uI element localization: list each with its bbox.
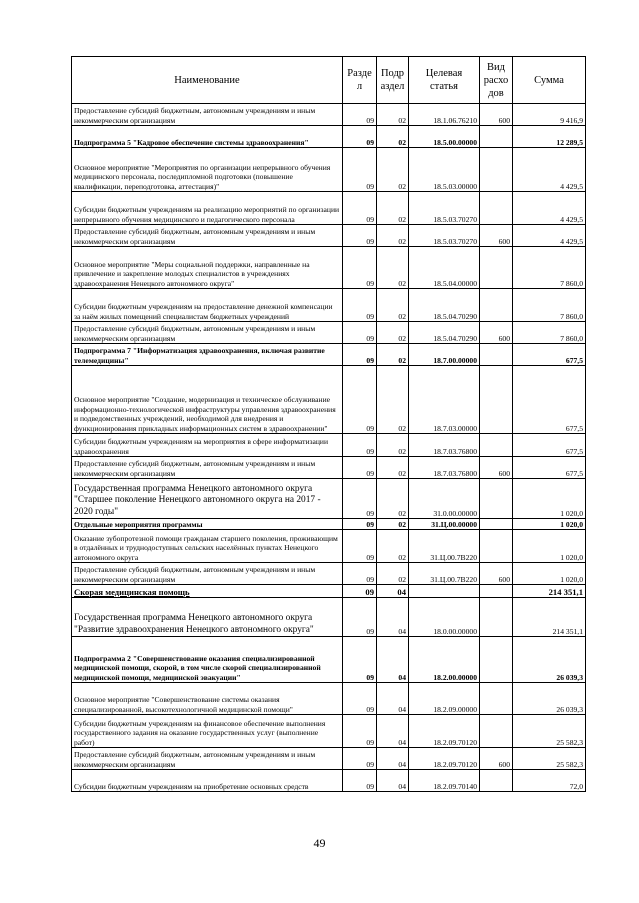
row-subsection: 02 <box>377 126 409 148</box>
row-name: Предоставление субсидий бюджетным, автономным учреждениям и иным некоммерческим организациям <box>72 563 343 585</box>
row-amount: 12 289,5 <box>513 126 586 148</box>
row-amount: 4 429,5 <box>513 148 586 192</box>
row-type: 600 <box>480 457 513 479</box>
budget-table <box>71 56 586 792</box>
table-row <box>72 322 586 344</box>
row-target: 18.7.03.00000 <box>409 366 480 434</box>
row-section: 09 <box>343 148 377 192</box>
row-section: 09 <box>343 770 377 792</box>
row-name: Скорая медицинская помощь <box>72 585 343 598</box>
row-type: 600 <box>480 748 513 770</box>
table-row <box>72 192 586 225</box>
row-type: 600 <box>480 563 513 585</box>
row-subsection: 02 <box>377 434 409 457</box>
row-amount: 1 020,0 <box>513 563 586 585</box>
row-subsection: 02 <box>377 366 409 434</box>
row-type <box>480 479 513 519</box>
row-target: 18.1.06.76210 <box>409 104 480 126</box>
row-name: Субсидии бюджетным учреждениям на предоставление денежной компенсации за наём жилых помещений специалистам бюджетных учреждений <box>72 289 343 322</box>
row-subsection: 02 <box>377 479 409 519</box>
row-section: 09 <box>343 479 377 519</box>
row-section: 09 <box>343 104 377 126</box>
row-target: 18.7.00.00000 <box>409 344 480 366</box>
row-amount: 26 039,3 <box>513 683 586 715</box>
row-target: 18.5.03.00000 <box>409 148 480 192</box>
row-section: 09 <box>343 519 377 530</box>
row-amount: 4 429,5 <box>513 192 586 225</box>
row-subsection: 02 <box>377 225 409 247</box>
row-target <box>409 585 480 598</box>
row-type <box>480 344 513 366</box>
row-name: Субсидии бюджетным учреждениям на мероприятия в сфере информатизации здравоохранения <box>72 434 343 457</box>
row-amount: 677,5 <box>513 457 586 479</box>
row-target: 18.5.04.70290 <box>409 322 480 344</box>
row-subsection: 02 <box>377 519 409 530</box>
row-section: 09 <box>343 225 377 247</box>
row-type <box>480 637 513 683</box>
table-row <box>72 126 586 148</box>
row-amount: 7 860,0 <box>513 322 586 344</box>
row-name: Оказание зубопротезной помощи гражданам старшего поколения, проживающим в отдалённых и труднодоступных сельских населённых пунктах Ненецкого автономного округа <box>72 530 343 563</box>
table-row <box>72 748 586 770</box>
table-row <box>72 770 586 792</box>
row-type <box>480 192 513 225</box>
row-target: 18.2.00.00000 <box>409 637 480 683</box>
row-section: 09 <box>343 192 377 225</box>
row-amount: 72,0 <box>513 770 586 792</box>
row-amount: 25 582,3 <box>513 748 586 770</box>
row-subsection: 02 <box>377 104 409 126</box>
row-amount: 677,5 <box>513 344 586 366</box>
table-row <box>72 563 586 585</box>
row-name: Основное мероприятие "Меры социальной поддержки, направленные на привлечение и закрепление молодых специалистов в учреждениях здравоохранения Ненецкого автономного округа" <box>72 247 343 289</box>
row-section: 09 <box>343 585 377 598</box>
row-target: 31.Ц.00.7В220 <box>409 530 480 563</box>
row-subsection: 02 <box>377 457 409 479</box>
row-subsection: 04 <box>377 598 409 637</box>
table-row <box>72 434 586 457</box>
row-target: 31.Ц.00.7В220 <box>409 563 480 585</box>
row-name: Основное мероприятие "Создание, модернизация и техническое обслуживание информационно-технологической инфраструктуры управления здравоохранения и подведомственных учреждений, необходимой для внедрения и функционирования прикладных информационных систем в здравоохранении" <box>72 366 343 434</box>
row-section: 09 <box>343 126 377 148</box>
table-row <box>72 247 586 289</box>
row-target: 18.0.00.00000 <box>409 598 480 637</box>
row-target: 18.2.09.00000 <box>409 683 480 715</box>
row-name: Основное мероприятие "Совершенствование системы оказания специализированной, высокотехнологичной медицинской помощи" <box>72 683 343 715</box>
row-subsection: 02 <box>377 148 409 192</box>
row-type <box>480 247 513 289</box>
row-subsection: 04 <box>377 715 409 748</box>
row-type <box>480 770 513 792</box>
header-subsection: Подр аздел <box>377 57 409 104</box>
row-target: 18.7.03.76800 <box>409 434 480 457</box>
row-type: 600 <box>480 322 513 344</box>
row-type <box>480 366 513 434</box>
row-type <box>480 683 513 715</box>
table-row <box>72 598 586 637</box>
row-subsection: 04 <box>377 770 409 792</box>
table-row <box>72 225 586 247</box>
row-amount: 214 351,1 <box>513 585 586 598</box>
header-expense-type: Вид расхо дов <box>480 57 513 104</box>
table-row <box>72 344 586 366</box>
row-amount: 9 416,9 <box>513 104 586 126</box>
row-amount: 677,5 <box>513 366 586 434</box>
row-target: 18.2.09.70120 <box>409 715 480 748</box>
row-target: 18.2.09.70140 <box>409 770 480 792</box>
row-name: Предоставление субсидий бюджетным, автономным учреждениям и иным некоммерческим организациям <box>72 104 343 126</box>
header-name: Наименование <box>72 57 343 104</box>
row-section: 09 <box>343 289 377 322</box>
row-type <box>480 434 513 457</box>
row-name: Основное мероприятие "Мероприятия по организации непрерывного обучения медицинского персонала, последипломной подготовки (повышение квалификации, переподготовка, аттестация)" <box>72 148 343 192</box>
row-section: 09 <box>343 366 377 434</box>
row-target: 31.0.00.00000 <box>409 479 480 519</box>
row-section: 09 <box>343 715 377 748</box>
row-section: 09 <box>343 637 377 683</box>
row-type <box>480 530 513 563</box>
row-subsection: 02 <box>377 192 409 225</box>
row-amount: 214 351,1 <box>513 598 586 637</box>
row-type <box>480 585 513 598</box>
row-type: 600 <box>480 104 513 126</box>
row-amount: 677,5 <box>513 434 586 457</box>
row-section: 09 <box>343 530 377 563</box>
row-section: 09 <box>343 748 377 770</box>
row-amount: 26 039,3 <box>513 637 586 683</box>
row-target: 18.7.03.76800 <box>409 457 480 479</box>
row-name: Подпрограмма 7 "Информатизация здравоохранения, включая развитие телемедицины" <box>72 344 343 366</box>
row-name: Субсидии бюджетным учреждениям на финансовое обеспечение выполнения государственного задания на оказание государственных услуг (выполнение работ) <box>72 715 343 748</box>
table-header-row <box>72 57 586 104</box>
table-row <box>72 104 586 126</box>
row-amount: 1 020,0 <box>513 530 586 563</box>
header-target: Целевая статья <box>409 57 480 104</box>
row-subsection: 04 <box>377 683 409 715</box>
row-subsection: 04 <box>377 585 409 598</box>
row-amount: 1 020,0 <box>513 479 586 519</box>
row-name: Подпрограмма 5 "Кадровое обеспечение системы здравоохранения" <box>72 126 343 148</box>
row-amount: 1 020,0 <box>513 519 586 530</box>
page-number: 49 <box>313 836 326 850</box>
row-type <box>480 126 513 148</box>
row-subsection: 02 <box>377 530 409 563</box>
row-target: 18.5.04.00000 <box>409 247 480 289</box>
table-row <box>72 519 586 530</box>
table-row <box>72 585 586 598</box>
table-row <box>72 148 586 192</box>
row-target: 18.5.03.70270 <box>409 225 480 247</box>
row-type <box>480 715 513 748</box>
table-row <box>72 530 586 563</box>
row-name: Государственная программа Ненецкого автономного округа "Развитие здравоохранения Ненецкого автономного округа" <box>72 598 343 637</box>
row-type <box>480 519 513 530</box>
row-amount: 7 860,0 <box>513 247 586 289</box>
row-subsection: 04 <box>377 748 409 770</box>
row-name: Предоставление субсидий бюджетным, автономным учреждениям и иным некоммерческим организациям <box>72 322 343 344</box>
table-row <box>72 637 586 683</box>
row-target: 18.2.09.70120 <box>409 748 480 770</box>
row-target: 18.5.03.70270 <box>409 192 480 225</box>
row-section: 09 <box>343 457 377 479</box>
row-type: 600 <box>480 225 513 247</box>
row-section: 09 <box>343 247 377 289</box>
row-name: Предоставление субсидий бюджетным, автономным учреждениям и иным некоммерческим организациям <box>72 225 343 247</box>
row-subsection: 02 <box>377 322 409 344</box>
row-type <box>480 598 513 637</box>
table-row <box>72 683 586 715</box>
row-amount: 7 860,0 <box>513 289 586 322</box>
row-target: 18.5.00.00000 <box>409 126 480 148</box>
row-name: Субсидии бюджетным учреждениям на приобретение основных средств <box>72 770 343 792</box>
row-name: Предоставление субсидий бюджетным, автономным учреждениям и иным некоммерческим организациям <box>72 748 343 770</box>
row-subsection: 04 <box>377 637 409 683</box>
row-section: 09 <box>343 322 377 344</box>
header-section: Разде л <box>343 57 377 104</box>
row-subsection: 02 <box>377 344 409 366</box>
row-name: Субсидии бюджетным учреждениям на реализацию мероприятий по организации непрерывного обучения медицинского и педагогического персонала <box>72 192 343 225</box>
row-section: 09 <box>343 434 377 457</box>
table-row <box>72 715 586 748</box>
row-name: Предоставление субсидий бюджетным, автономным учреждениям и иным некоммерческим организациям <box>72 457 343 479</box>
row-name: Государственная программа Ненецкого автономного округа "Старшее поколение Ненецкого автономного округа на 2017 - 2020 годы" <box>72 479 343 519</box>
row-amount: 25 582,3 <box>513 715 586 748</box>
row-target: 31.Ц.00.00000 <box>409 519 480 530</box>
row-type <box>480 148 513 192</box>
row-name: Подпрограмма 2 "Совершенствование оказания специализированной медицинской помощи, скорой, в том числе скорой специализированной медицинской помощи, медицинской эвакуации" <box>72 637 343 683</box>
row-section: 09 <box>343 598 377 637</box>
row-amount: 4 429,5 <box>513 225 586 247</box>
row-name: Отдельные мероприятия программы <box>72 519 343 530</box>
row-section: 09 <box>343 563 377 585</box>
header-amount: Сумма <box>513 57 586 104</box>
table-row <box>72 479 586 519</box>
row-target: 18.5.04.70290 <box>409 289 480 322</box>
row-subsection: 02 <box>377 563 409 585</box>
table-row <box>72 366 586 434</box>
row-type <box>480 289 513 322</box>
row-section: 09 <box>343 344 377 366</box>
table-row <box>72 457 586 479</box>
row-subsection: 02 <box>377 247 409 289</box>
row-section: 09 <box>343 683 377 715</box>
table-row <box>72 289 586 322</box>
row-subsection: 02 <box>377 289 409 322</box>
